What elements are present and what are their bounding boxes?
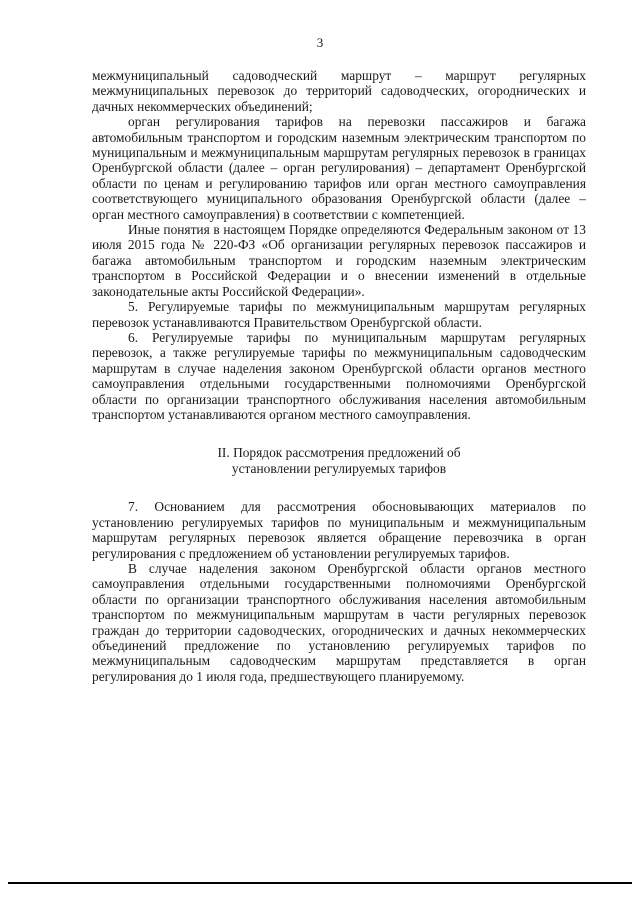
clause-5-paragraph: 5. Регулируемые тарифы по межмуниципальным маршрутам регулярных перевозок устанавливаются Правительством Оренбургской области. [92, 299, 586, 330]
body-paragraph: Иные понятия в настоящем Порядке определяются Федеральным законом от 13 июля 2015 года № 220-ФЗ «Об организации регулярных перевозок пассажиров и багажа автомобильным транспортом и городским наземным электрическим транспортом в Российской Федерации и о внесении изменений в отдельные законодательные акты Российской Федерации». [92, 222, 586, 299]
clause-7-paragraph: 7. Основанием для рассмотрения обосновывающих материалов по установлению регулируемых тарифов по муниципальным и межмуниципальным маршрутам регулярных перевозок является обращение перевозчика в орган регулирования с предложением об установлении регулируемых тарифов. [92, 499, 586, 561]
definition-paragraph: орган регулирования тарифов на перевозки пассажиров и багажа автомобильным транспортом и городским наземным электрическим транспортом по муниципальным и межмуниципальным маршрутам регулярных перевозок в границах Оренбургской области (далее – орган регулирования) – департамент Оренбургской области по ценам и регулированию тарифов или орган местного самоуправления соответствующего муниципального образования Оренбургской области (далее – орган местного самоуправления) в соответствии с компетенцией. [92, 114, 586, 222]
clause-6-paragraph: 6. Регулируемые тарифы по муниципальным маршрутам регулярных перевозок, а также регулируемые тарифы по межмуниципальным садоводческим маршрутам в случае наделения законом Оренбургской области органов местного самоуправления отдельными государственными полномочиями Оренбургской области по организации транспортного обслуживания населения автомобильным транспортом устанавливаются органом местного самоуправления. [92, 329, 586, 422]
document-body [92, 68, 586, 684]
page-bottom-divider [8, 882, 632, 884]
section-heading-line: II. Порядок рассмотрения предложений об [217, 445, 461, 461]
body-paragraph: В случае наделения законом Оренбургской области органов местного самоуправления отдельными государственными полномочиями Оренбургской области по организации транспортного обслуживания населения автомобильным транспортом по межмуниципальным маршрутам в части регулярных перевозок граждан до территории садоводческих, огороднических и дачных некоммерческих объединений предложение по установлению регулируемых тарифов по межмуниципальным садоводческим маршрутам представляется в орган регулирования до 1 июля года, предшествующего планируемому. [92, 560, 586, 684]
definition-paragraph: межмуниципальный садоводческий маршрут – маршрут регулярных межмуниципальных перевозок до территорий садоводческих, огороднических и дачных некоммерческих объединений; [92, 68, 586, 114]
section-heading [92, 445, 586, 477]
page-number: 3 [316, 35, 324, 50]
section-heading-line: установлении регулируемых тарифов [231, 461, 447, 477]
